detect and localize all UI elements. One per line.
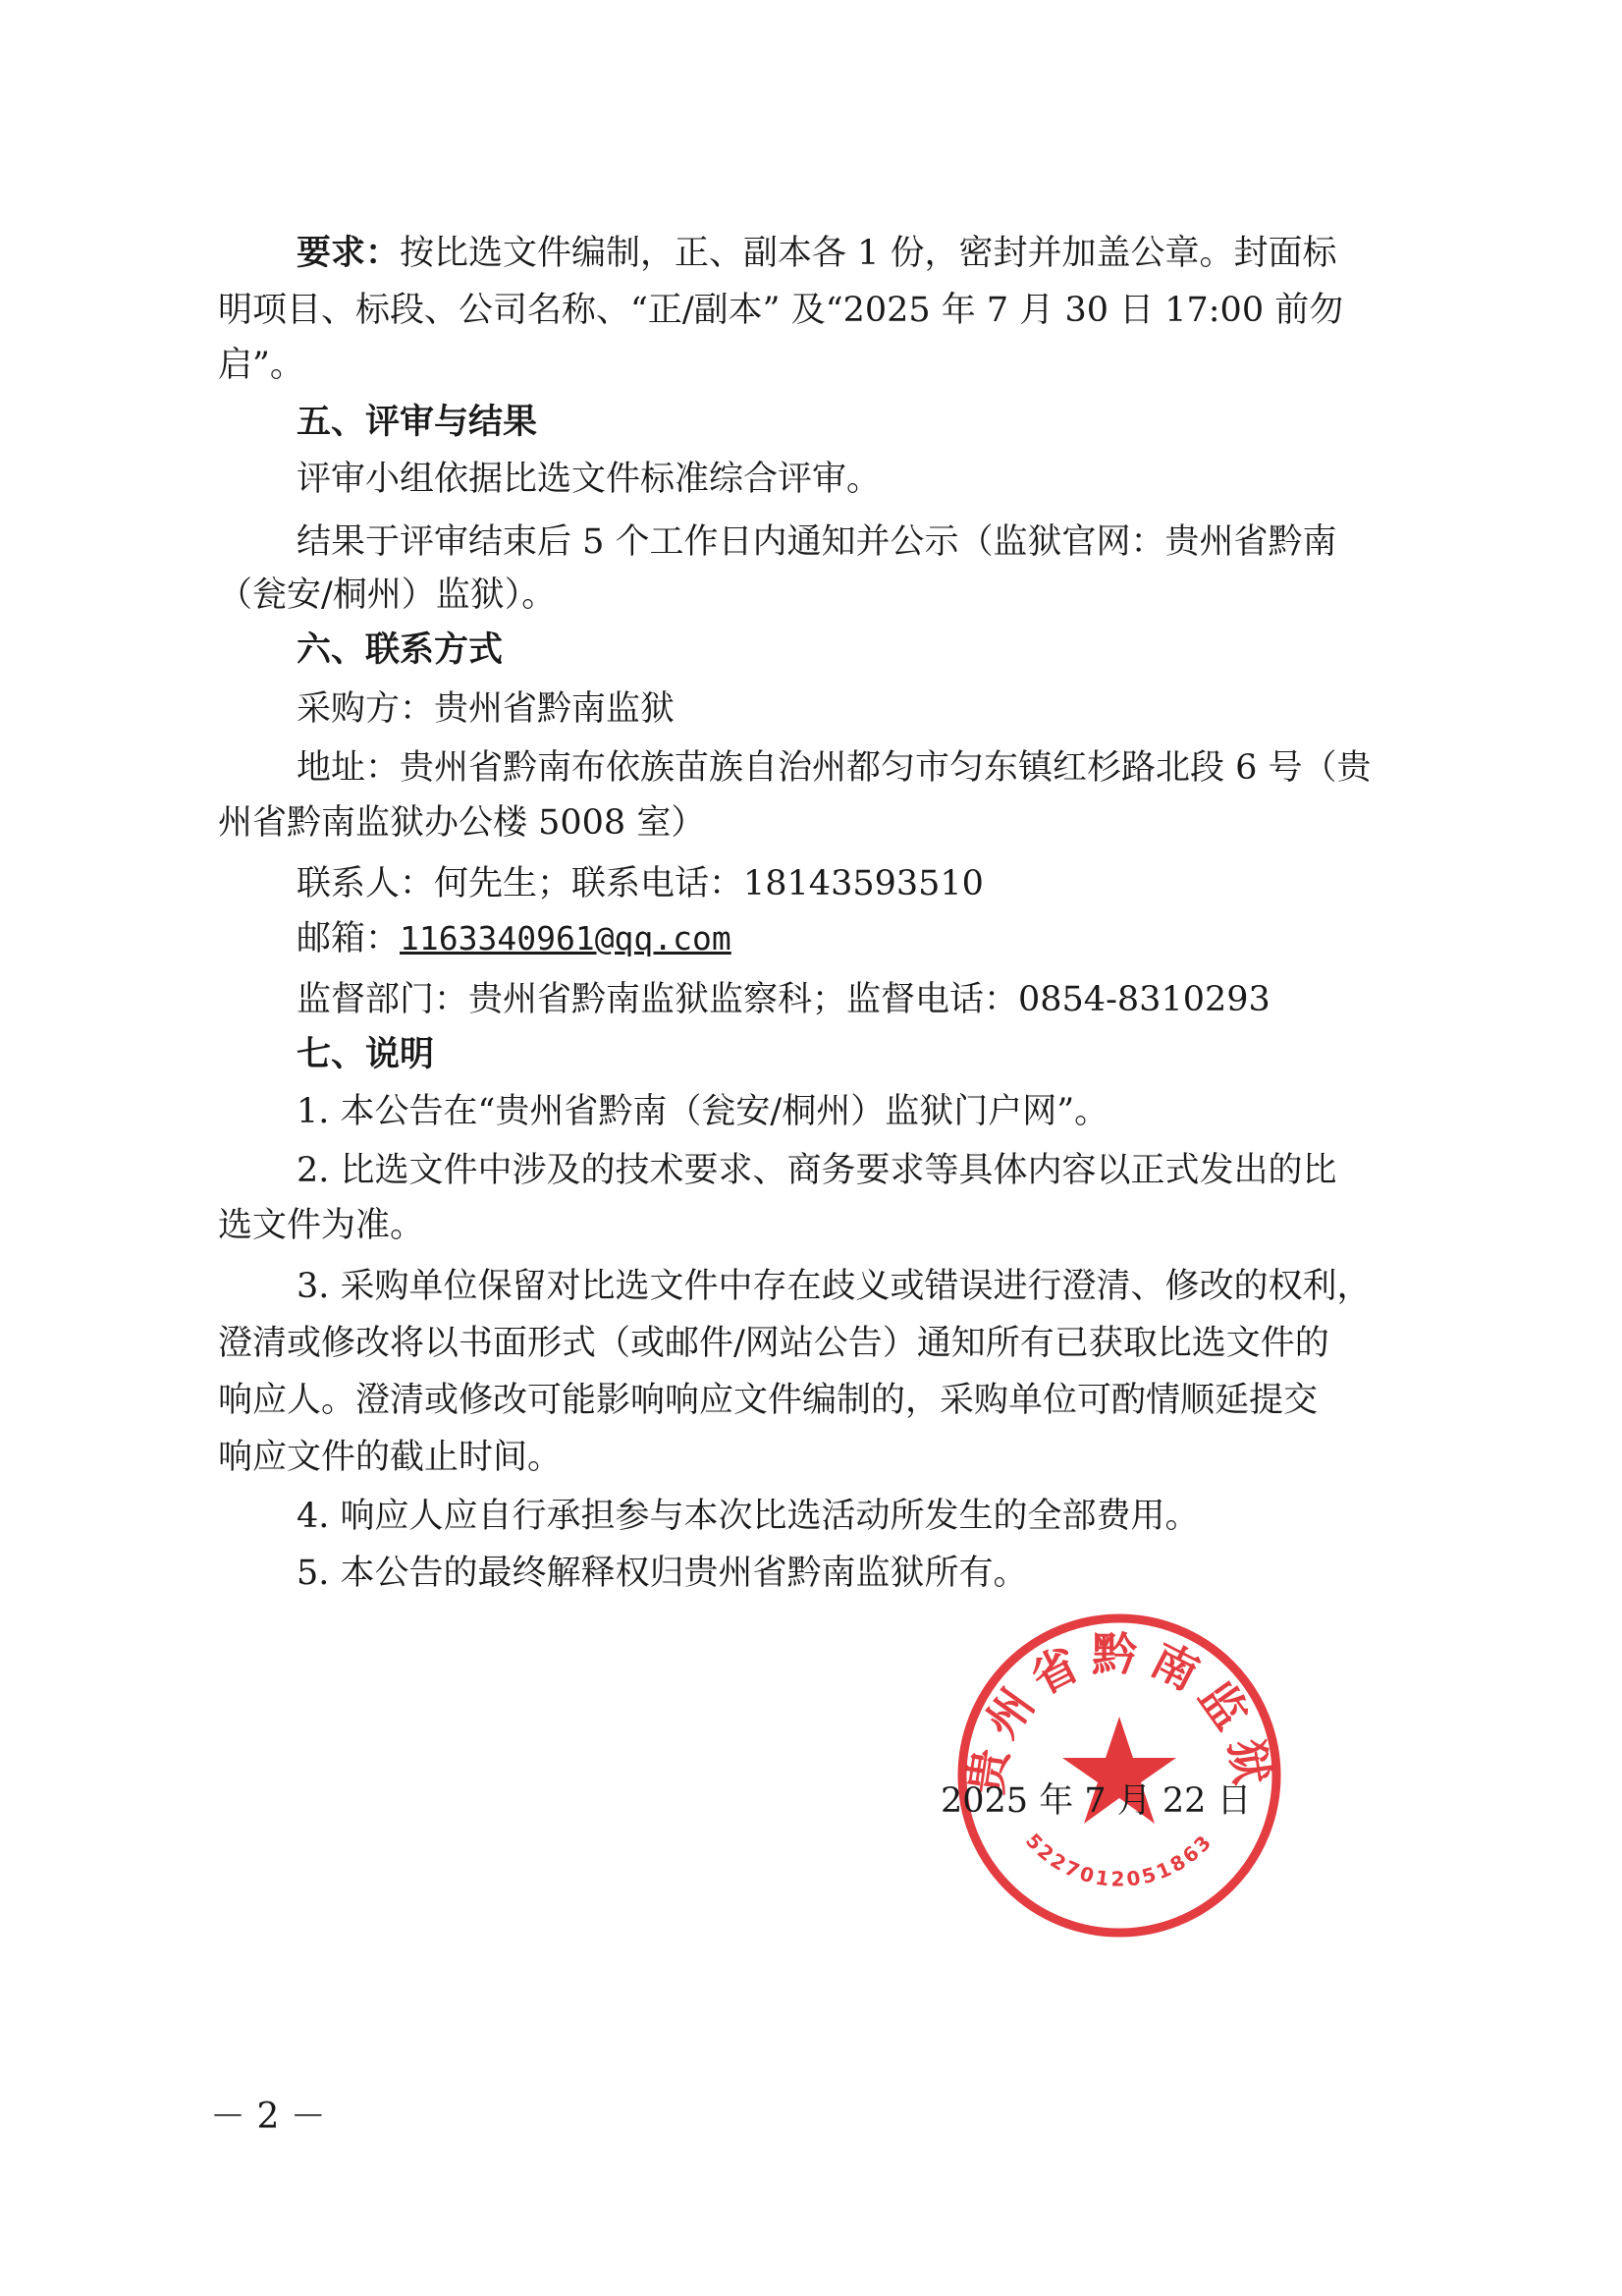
notice-item-3-line-2: 澄清或修改将以书面形式（或邮件/网站公告）通知所有已获取比选文件的: [218, 1324, 1329, 1363]
section-5-p2-line-2: （瓮安/桐州）监狱）。: [218, 575, 557, 615]
signing-date: 2025 年 7 月 22 日: [941, 1781, 1252, 1821]
purchaser-line: 采购方：贵州省黔南监狱: [297, 689, 676, 729]
section-5-heading: 五、评审与结果: [297, 403, 538, 442]
requirements-line-2: 明项目、标段、公司名称、“正/副本” 及“2025 年 7 月 30 日 17:00 前勿: [218, 291, 1344, 330]
seal-code: 5227012051863: [1020, 1829, 1218, 1891]
requirements-text-1: 按比选文件编制，正、副本各 1 份，密封并加盖公章。封面标: [400, 234, 1337, 273]
requirements-label: 要求：: [297, 234, 401, 273]
address-line-1: 地址：贵州省黔南布依族苗族自治州都匀市匀东镇红杉路北段 6 号（贵: [297, 748, 1372, 788]
email-link[interactable]: 1163340961@qq.com: [400, 919, 731, 957]
notice-item-2-line-1: 2. 比选文件中涉及的技术要求、商务要求等具体内容以正式发出的比: [297, 1151, 1337, 1190]
page-number: － 2 －: [210, 2097, 326, 2137]
notice-item-3-line-4: 响应文件的截止时间。: [218, 1438, 563, 1477]
email-line: [297, 917, 731, 960]
notice-item-2-line-2: 选文件为准。: [218, 1206, 425, 1245]
supervision-line: 监督部门：贵州省黔南监狱监察科；监督电话：0854-8310293: [297, 980, 1271, 1019]
section-5-p2-line-1: 结果于评审结束后 5 个工作日内通知并公示（监狱官网：贵州省黔南: [297, 522, 1337, 562]
notice-item-3-line-3: 响应人。澄清或修改可能影响响应文件编制的，采购单位可酌情顺延提交: [218, 1381, 1319, 1420]
notice-item-1: 1. 本公告在“贵州省黔南（瓮安/桐州）监狱门户网”。: [297, 1092, 1109, 1131]
requirements-line-1: [297, 232, 1337, 275]
section-5-p1: 评审小组依据比选文件标准综合评审。: [297, 460, 882, 499]
notice-item-5: 5. 本公告的最终解释权归贵州省黔南监狱所有。: [297, 1554, 1028, 1593]
notice-item-4: 4. 响应人应自行承担参与本次比选活动所发生的全部费用。: [297, 1497, 1200, 1536]
email-label: 邮箱：: [297, 919, 401, 958]
official-seal: [952, 1609, 1286, 1942]
section-6-heading: 六、联系方式: [297, 630, 504, 670]
address-line-2: 州省黔南监狱办公楼 5008 室）: [218, 803, 706, 843]
seal-text: 贵州省黔南监狱: [958, 1627, 1280, 1798]
notice-item-3-line-1: 3. 采购单位保留对比选文件中存在歧义或错误进行澄清、修改的权利，: [297, 1267, 1372, 1306]
contact-line: 联系人：何先生；联系电话：18143593510: [297, 864, 984, 903]
requirements-line-3: 启”。: [218, 346, 304, 385]
section-7-heading: 七、说明: [297, 1035, 435, 1074]
